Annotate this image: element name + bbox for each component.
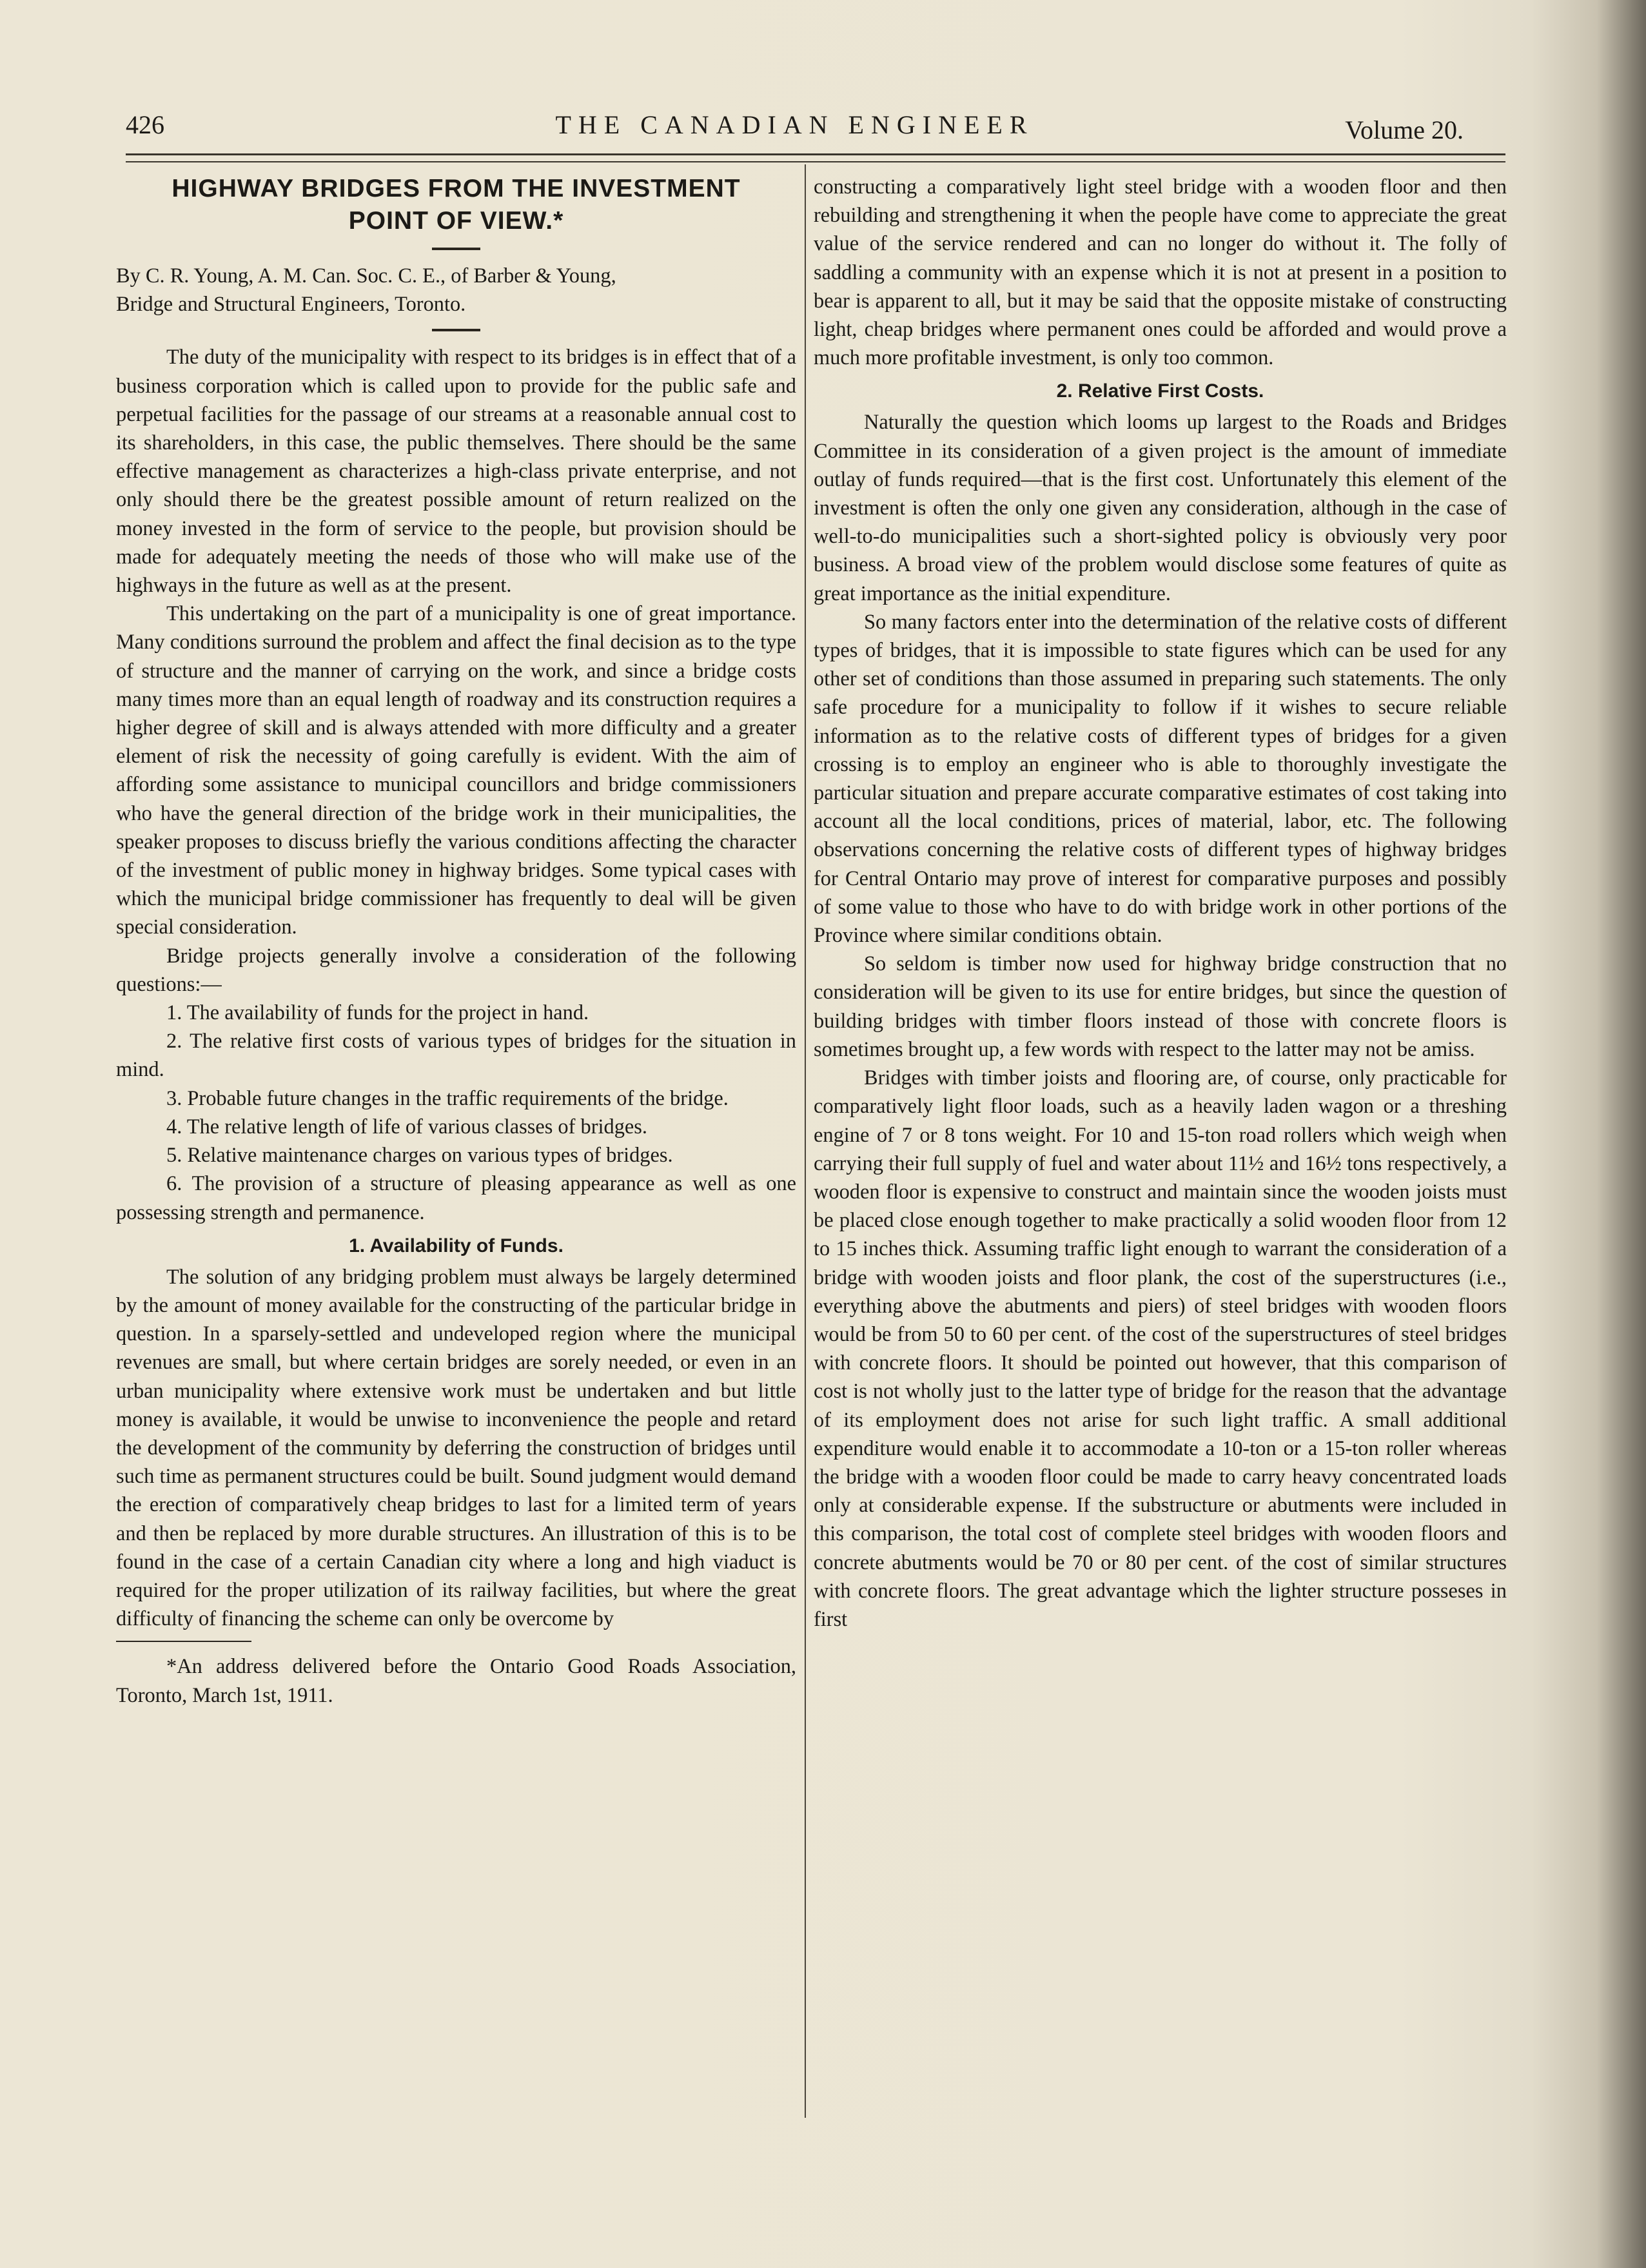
article-title	[116, 173, 796, 237]
byline	[116, 262, 796, 318]
paragraph: So many factors enter into the determination of the relative costs of different types of bridges, that it is impossible to state figures which can be used for any other set of conditions than those assumed in preparing such statements. The only safe procedure for a municipality to follow if it wishes to secure reliable information as to the relative costs of different types of bridges for a given crossing is to employ an engineer who is able to thoroughly investigate the particular situation and prepare accurate comparative estimates of cost taking into account all the local conditions, prices of material, labor, etc. The following observations concerning the relative costs of different types of highway bridges for Central Ontario may prove of interest for comparative purposes and possibly of some value to those who have to do with bridge work in other portions of the Province where similar conditions obtain.	[814, 610, 1507, 948]
title-rule	[432, 248, 480, 250]
question-item: 5. Relative maintenance charges on various types of bridges.	[166, 1144, 673, 1168]
column-divider	[805, 164, 806, 2118]
question-item: 3. Probable future changes in the traffic requirements of the bridge.	[166, 1086, 729, 1110]
paragraph: Bridges with timber joists and flooring are, of course, only practicable for comparatively light floor loads, such as a heavily laden wagon or a threshing engine of 7 or 8 tons weight. For 10 and 15-ton road rollers which weigh when carrying their full supply of fuel and water about 11½ and 16½ tons respectively, a wooden floor is expensive to construct and maintain since the wooden joists must be placed close enough together to make practically a solid wooden floor from 12 to 15 inches thick. Assuming traffic light enough to warrant the consideration of a bridge with wooden joists and floor plank, the cost of the superstructures (i.e., everything above the abutments and piers) of steel bridges with wooden floors would be from 50 to 60 per cent. of the cost of the superstructures of steel bridges with concrete floors. It should be pointed out however, that this comparison of cost is not wholly just to the latter type of bridge for the reason that the advantage of its employment does not arise for such light traffic. A small additional expenditure would enable it to accommodate a 10-ton or a 15-ton roller whereas the bridge with a wooden floor could be made to carry heavy concentrated loads only at considerable expense. If the substructure or abutments were included in this comparison, the total cost of complete steel bridges with wooden floors and concrete abutments would be 70 or 80 per cent. of the cost of similar structures with concrete floors. The great advantage which the lighter structure posseses in first	[814, 1066, 1507, 1631]
footnote-rule	[116, 1641, 251, 1642]
byline-line-2: Bridge and Structural Engineers, Toronto.	[116, 293, 466, 317]
byline-rule	[432, 329, 480, 331]
header-rule-lower	[126, 161, 1505, 162]
paragraph: Naturally the question which looms up largest to the Roads and Bridges Committee in its consideration of a given project is the amount of immediate outlay of funds required—that is the first cost. Unfortunately this element of the investment is often the only one given any consideration, although in the case of well-to-do municipalities such a short-sighted policy is obviously very poor business. A broad view of the problem would disclose some features of quite as great importance as the initial expenditure.	[814, 411, 1507, 605]
article-title-line-1: HIGHWAY BRIDGES FROM THE INVESTMENT	[171, 175, 741, 202]
journal-title: THE CANADIAN ENGINEER	[555, 110, 1034, 139]
page-number: 426	[126, 110, 164, 139]
paragraph: The duty of the municipality with respect to its bridges is in effect that of a business corporation which is called upon to provide for the public safe and perpetual facilities for the passage of our streams at a reasonable annual cost to its shareholders, in this case, the public themselves. There should be the same effective management as characterizes a high-class private enterprise, and not only should there be the greatest possible amount of return realized on the money invested in the form of service to the people, but provision should be made for adequately meeting the needs of those who will make use of the highways in the future as well as at the present.	[116, 346, 796, 598]
question-item: 4. The relative length of life of various classes of bridges.	[166, 1115, 647, 1139]
paragraph: The solution of any bridging problem must always be largely determined by the amount of money available for the constructing of the particular bridge in question. In a sparsely-settled and undeveloped region where the municipal revenues are small, but where certain bridges are sorely needed, or even in an urban municipality where extensive work must be undertaken and but little money is available, it would be unwise to inconvenience the people and retard the development of the community by deferring the construction of bridges until such time as permanent structures could be built. Sound judgment would demand the erection of comparatively cheap bridges to last for a limited term of years and then be replaced by more durable structures. An illustration of this is to be found in the case of a certain Canadian city where a long and high viaduct is required for the proper utilization of its railway facilities, but where the great difficulty of financing the scheme can only be overcome by	[116, 1265, 796, 1631]
paragraph: constructing a comparatively light steel bridge with a wooden floor and then rebuilding and strengthening it when the people have come to appreciate the great value of the service rendered and can no longer do without it. The folly of saddling a community with an expense which it is not at present in a position to bear is apparent to all, but it may be said that the opposite mistake of constructing light, cheap bridges where permanent ones could be afforded and would prove a much more profitable investment, is only too common.	[814, 175, 1507, 370]
volume-label: Volume 20.	[1345, 115, 1464, 144]
question-item: 2. The relative first costs of various types of bridges for the situation in mind.	[116, 1030, 796, 1082]
question-item: 6. The provision of a structure of pleasing appearance as well as one possessing strength and permanence.	[116, 1172, 796, 1224]
running-header	[126, 110, 1464, 148]
section-heading: 1. Availability of Funds.	[349, 1235, 563, 1256]
paragraph: So seldom is timber now used for highway bridge construction that no consideration will be given to its use for entire bridges, but since the question of building bridges with timber floors instead of those with concrete floors is sometimes brought up, a few words with respect to the latter may not be amiss.	[814, 952, 1507, 1061]
header-rule-upper	[126, 153, 1505, 155]
article-title-line-2: POINT OF VIEW.*	[348, 207, 564, 235]
paragraph: This undertaking on the part of a municipality is one of great importance. Many conditions surround the problem and affect the final decision as to the type of structure and the manner of carrying on the work, and since a bridge costs many times more than an equal length of roadway and its construction requires a higher degree of skill and is always attended with more difficulty and a greater element of risk the necessity of going carefully is evident. With the aim of affording some assistance to municipal councillors and bridge commissioners who have the general direction of the bridge work in their municipalities, the speaker proposes to discuss briefly the various conditions affecting the character of the investment of public money in highway bridges. Some typical cases with which the municipal bridge commissioner has frequently to deal will be given special consideration.	[116, 602, 796, 939]
section-heading: 2. Relative First Costs.	[1056, 380, 1264, 402]
paragraph: Bridge projects generally involve a consideration of the following questions:—	[116, 944, 796, 996]
right-column	[814, 173, 1507, 1634]
question-item: 1. The availability of funds for the project in hand.	[166, 1001, 589, 1025]
footnote: *An address delivered before the Ontario Good Roads Association, Toronto, March 1st, 1911.	[116, 1655, 796, 1707]
left-column	[116, 173, 796, 1710]
byline-line-1: By C. R. Young, A. M. Can. Soc. C. E., of Barber & Young,	[116, 264, 616, 288]
